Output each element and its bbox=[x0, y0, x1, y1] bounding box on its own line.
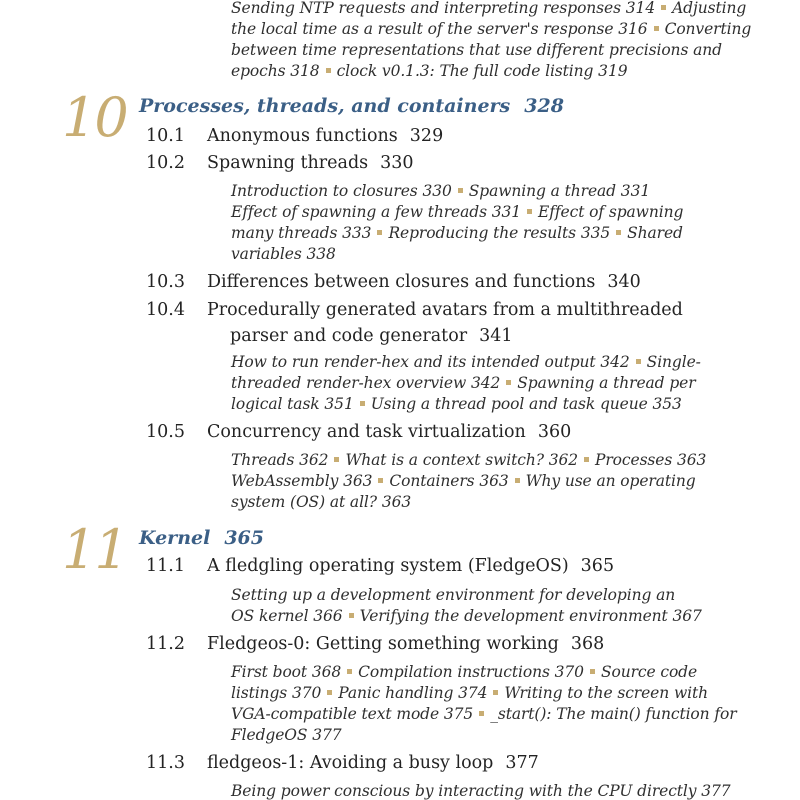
toc-detail-item: Introduction to closures 330 bbox=[231, 182, 452, 200]
toc-detail-line bbox=[231, 450, 706, 471]
toc-detail-line bbox=[231, 0, 746, 19]
toc-detail-item: Using a thread pool and task queue 353 bbox=[370, 395, 682, 413]
toc-detail-item: OS kernel 366 bbox=[231, 607, 343, 625]
toc-detail-item: listings 370 bbox=[231, 684, 322, 702]
toc-detail-item: clock v0.1.3: The full code listing 319 bbox=[336, 62, 628, 80]
toc-detail-item: Containers 363 bbox=[389, 472, 509, 490]
chapter-page: 365 bbox=[224, 527, 264, 549]
toc-detail-item: What is a context switch? 362 bbox=[345, 451, 579, 469]
toc-detail-line bbox=[231, 40, 722, 61]
toc-detail-item: How to run render-hex and its intended output 342 bbox=[231, 353, 630, 371]
section-entry[interactable] bbox=[207, 753, 539, 773]
section-title: Fledgeos-0: Getting something working bbox=[207, 634, 559, 654]
bullet-separator bbox=[349, 613, 354, 618]
section-title: parser and code generator bbox=[230, 326, 468, 346]
section-page: 329 bbox=[409, 126, 444, 146]
bullet-separator bbox=[334, 457, 339, 462]
toc-detail-item: Why use an operating bbox=[525, 472, 696, 490]
bullet-separator bbox=[636, 359, 641, 364]
section-number: 10.2 bbox=[146, 153, 185, 173]
toc-detail-item: Converting bbox=[664, 20, 752, 38]
toc-detail-item: Effect of spawning a few threads 331 bbox=[231, 203, 522, 221]
bullet-separator bbox=[515, 478, 520, 483]
chapter-number: 11 bbox=[62, 518, 127, 581]
toc-detail-line bbox=[231, 61, 627, 82]
toc-detail-item: Shared bbox=[627, 224, 683, 242]
toc-detail-item: Reproducing the results 335 bbox=[388, 224, 611, 242]
bullet-separator bbox=[527, 209, 532, 214]
section-entry[interactable] bbox=[207, 556, 614, 576]
toc-detail-item: epochs 318 bbox=[231, 62, 320, 80]
chapter-number: 10 bbox=[62, 86, 127, 149]
toc-detail-line bbox=[231, 781, 731, 800]
section-number: 11.1 bbox=[146, 556, 185, 576]
section-title: Differences between closures and functions bbox=[207, 272, 596, 292]
section-number: 10.1 bbox=[146, 126, 185, 146]
section-page: 377 bbox=[505, 753, 539, 773]
bullet-separator bbox=[661, 5, 666, 10]
toc-detail-item: logical task 351 bbox=[231, 395, 354, 413]
chapter-title[interactable] bbox=[139, 95, 564, 117]
toc-detail-item: Panic handling 374 bbox=[338, 684, 488, 702]
section-number: 11.2 bbox=[146, 634, 185, 654]
toc-detail-item: variables 338 bbox=[231, 245, 336, 263]
toc-detail-line bbox=[231, 352, 701, 373]
bullet-separator bbox=[326, 68, 331, 73]
toc-detail-item: FledgeOS 377 bbox=[231, 726, 342, 744]
toc-detail-item: VGA-compatible text mode 375 bbox=[231, 705, 474, 723]
bullet-separator bbox=[654, 26, 659, 31]
toc-detail-item: the local time as a result of the server's response 316 bbox=[231, 20, 648, 38]
bullet-separator bbox=[493, 690, 498, 695]
bullet-separator bbox=[360, 401, 365, 406]
toc-detail-line bbox=[231, 585, 675, 606]
toc-detail-item: Effect of spawning bbox=[538, 203, 684, 221]
section-entry[interactable] bbox=[207, 634, 604, 654]
section-page: 365 bbox=[580, 556, 615, 576]
section-number: 10.5 bbox=[146, 422, 185, 442]
toc-detail-item: Writing to the screen with bbox=[504, 684, 708, 702]
toc-detail-item: threaded render-hex overview 342 bbox=[231, 374, 501, 392]
section-entry[interactable] bbox=[207, 300, 683, 320]
toc-detail-item: First boot 368 bbox=[231, 663, 342, 681]
toc-detail-item: WebAssembly 363 bbox=[231, 472, 373, 490]
toc-detail-line bbox=[231, 471, 696, 492]
section-entry[interactable] bbox=[207, 126, 443, 146]
toc-detail-item: Spawning a thread per bbox=[517, 374, 696, 392]
toc-detail-line bbox=[231, 683, 708, 704]
toc-detail-item: Threads 362 bbox=[231, 451, 329, 469]
section-page: 341 bbox=[479, 326, 513, 346]
toc-detail-item: Sending NTP requests and interpreting responses 314 bbox=[231, 0, 656, 17]
toc-detail-item: Being power conscious by interacting with the CPU directly 377 bbox=[231, 782, 731, 800]
toc-detail-line bbox=[231, 662, 697, 683]
toc-detail-item: _start(): The main() function for bbox=[490, 705, 737, 723]
toc-detail-line bbox=[231, 492, 411, 513]
section-page: 330 bbox=[380, 153, 414, 173]
toc-detail-line bbox=[231, 394, 682, 415]
toc-detail-item: Setting up a development environment for developing an bbox=[231, 586, 676, 604]
section-entry[interactable] bbox=[207, 272, 641, 292]
bullet-separator bbox=[616, 230, 621, 235]
section-number: 10.4 bbox=[146, 300, 185, 320]
section-title: Concurrency and task virtualization bbox=[207, 422, 526, 442]
bullet-separator bbox=[327, 690, 332, 695]
toc-detail-item: Single- bbox=[646, 353, 701, 371]
bullet-separator bbox=[378, 478, 383, 483]
section-number: 10.3 bbox=[146, 272, 185, 292]
section-title: Anonymous functions bbox=[207, 126, 398, 146]
toc-detail-item: between time representations that use different precisions and bbox=[231, 41, 722, 59]
toc-detail-item: Compilation instructions 370 bbox=[358, 663, 584, 681]
toc-detail-item: many threads 333 bbox=[231, 224, 372, 242]
toc-detail-line bbox=[231, 704, 737, 725]
section-page: 340 bbox=[607, 272, 641, 292]
bullet-separator bbox=[590, 669, 595, 674]
section-entry[interactable] bbox=[207, 422, 571, 442]
toc-detail-line bbox=[231, 19, 751, 40]
bullet-separator bbox=[347, 669, 352, 674]
section-entry[interactable] bbox=[207, 153, 414, 173]
section-page: 368 bbox=[570, 634, 605, 654]
toc-detail-item: system (OS) at all? 363 bbox=[231, 493, 412, 511]
toc-detail-line bbox=[231, 244, 336, 265]
toc-detail-line bbox=[231, 373, 696, 394]
toc-detail-item: Adjusting bbox=[672, 0, 747, 17]
toc-detail-line bbox=[231, 725, 342, 746]
toc-detail-line bbox=[231, 202, 683, 223]
chapter-page: 328 bbox=[524, 95, 564, 117]
toc-detail-item: Spawning a thread 331 bbox=[468, 182, 651, 200]
bullet-separator bbox=[377, 230, 382, 235]
toc-detail-item: Verifying the development environment 367 bbox=[359, 607, 702, 625]
toc-detail-item: Source code bbox=[600, 663, 698, 681]
section-title: A fledgling operating system (FledgeOS) bbox=[207, 556, 569, 576]
bullet-separator bbox=[479, 711, 484, 716]
section-title: Procedurally generated avatars from a multithreaded bbox=[207, 300, 683, 320]
toc-detail-item: Processes 363 bbox=[595, 451, 707, 469]
bullet-separator bbox=[584, 457, 589, 462]
section-entry-continued[interactable] bbox=[230, 326, 513, 346]
toc-detail-line bbox=[231, 181, 650, 202]
section-title: fledgeos-1: Avoiding a busy loop bbox=[207, 753, 494, 773]
toc-detail-line bbox=[231, 606, 702, 627]
chapter-title[interactable] bbox=[139, 527, 264, 549]
section-number: 11.3 bbox=[146, 753, 185, 773]
chapter-title-text: Kernel bbox=[139, 527, 211, 549]
section-title: Spawning threads bbox=[207, 153, 369, 173]
bullet-separator bbox=[506, 380, 511, 385]
bullet-separator bbox=[458, 188, 463, 193]
section-page: 360 bbox=[537, 422, 572, 442]
toc-detail-line bbox=[231, 223, 683, 244]
chapter-title-text: Processes, threads, and containers bbox=[139, 95, 511, 117]
